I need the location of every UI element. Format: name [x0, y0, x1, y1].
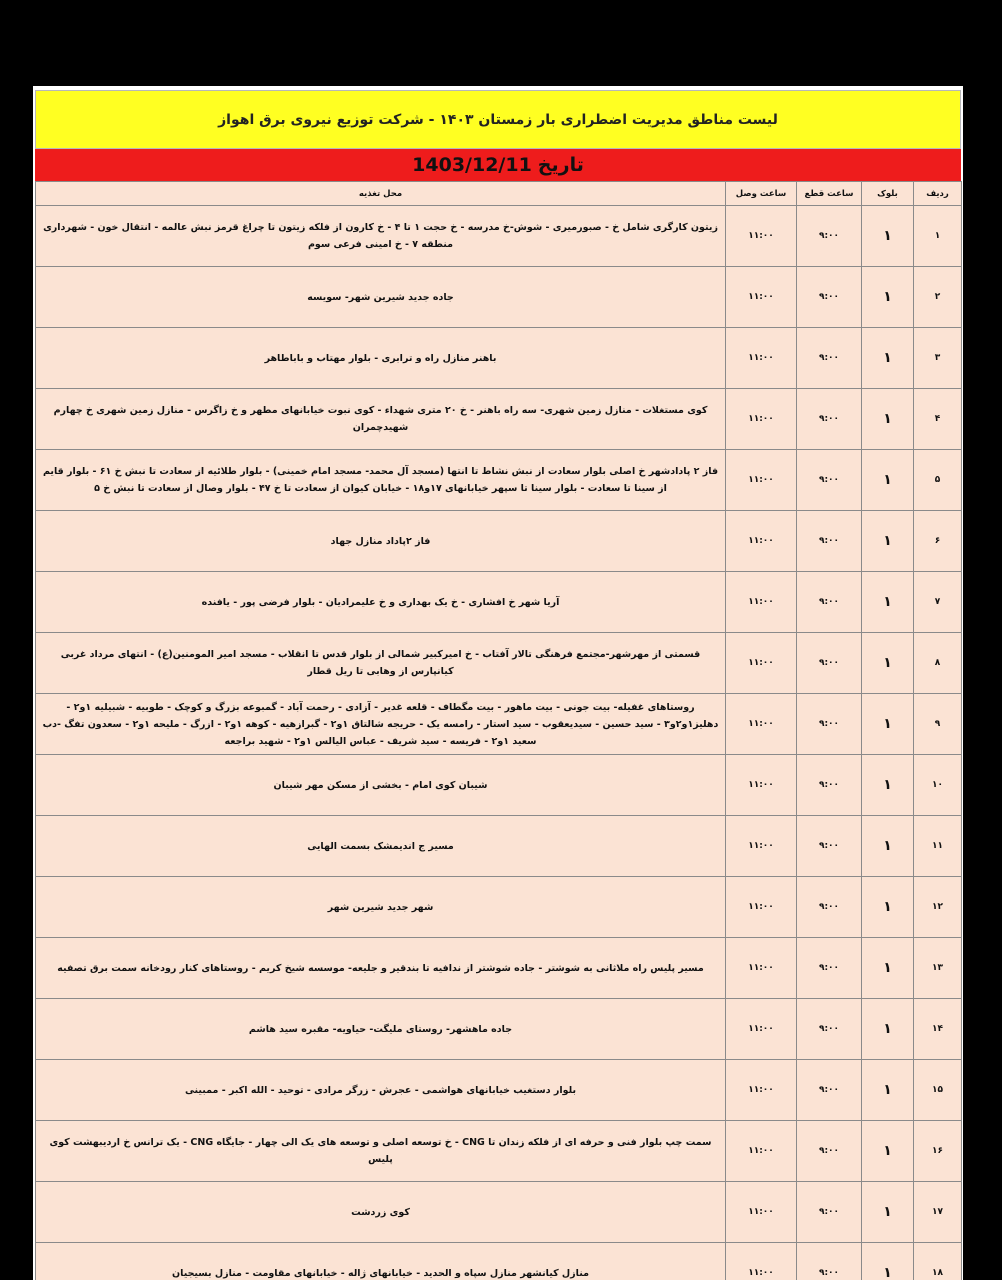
table-row: [36, 1243, 962, 1280]
cell-location: کوی مستغلات - منازل زمین شهری- سه راه باهنر - خ ۲۰ متری شهداء - کوی نبوت خیابانهای مطهر و خ زاگرس - منازل زمین شهری خ چهارم شهیدچمران: [36, 389, 726, 450]
cell-row-number: ۱۴: [914, 999, 962, 1060]
header-connect-time: ساعت وصل: [726, 182, 797, 206]
cell-block: ۱: [862, 999, 914, 1060]
cell-location: باهنر منازل راه و ترابری - بلوار مهتاب و باباطاهر: [36, 328, 726, 389]
cell-block: ۱: [862, 450, 914, 511]
date-label: تاریخ: [537, 154, 584, 176]
table-row: [36, 877, 962, 938]
table-header-row: [36, 182, 962, 206]
cell-connect-time: ۱۱:۰۰: [726, 1243, 797, 1280]
table-row: [36, 1121, 962, 1182]
cell-location: جاده ماهشهر- روستای ملیگت- حیاویه- مقبره سید هاشم: [36, 999, 726, 1060]
cell-connect-time: ۱۱:۰۰: [726, 267, 797, 328]
cell-location: مسیر ج اندیمشک بسمت الهایی: [36, 816, 726, 877]
cell-block: ۱: [862, 572, 914, 633]
date-value: 1403/12/11: [412, 154, 532, 176]
cell-connect-time: ۱۱:۰۰: [726, 1121, 797, 1182]
cell-connect-time: ۱۱:۰۰: [726, 633, 797, 694]
table-row: [36, 694, 962, 755]
cell-location: روستاهای غفیله- بیت جونی - بیت ماهور - بیت مگطاف - قلعه غدیر - آزادی - رحمت آباد - گمبوعه بزرگ و کوچک - طوبیه - شبیلیه ۱و۲ - دهلیز۱و۲و۳ - سید حسین - سیدیعقوب - سید استار - رامسه یک - حریجه شالتاق ۱و۲ - گبرازهیه - کوهه ۱و۲ - ازرگ - ملیحه ۱و۲ - سعدون تفگ -دب سعید ۱و۲ - فریسه - سید شریف - عباس الیالس ۱و۲ - شهید براجعه: [36, 694, 726, 755]
cell-block: ۱: [862, 938, 914, 999]
cell-location: مسیر پلیس راه ملاثانی به شوشتر - جاده شوشتر از ندافیه تا بندقیر و جلیعه- موسسه شیخ کریم - روستاهای کنار رودخانه سمت برق تصفیه: [36, 938, 726, 999]
header-location: محل تغذیه: [36, 182, 726, 206]
cell-cut-time: ۹:۰۰: [797, 877, 862, 938]
cell-connect-time: ۱۱:۰۰: [726, 1182, 797, 1243]
cell-block: ۱: [862, 1060, 914, 1121]
cell-location: سمت چپ بلوار فنی و حرفه ای از فلکه زندان تا CNG - خ توسعه اصلی و توسعه های یک الی چهار - جایگاه CNG - یک ترانس خ اردیبهشت کوی پلیس: [36, 1121, 726, 1182]
cell-block: ۱: [862, 328, 914, 389]
cell-cut-time: ۹:۰۰: [797, 999, 862, 1060]
cell-connect-time: ۱۱:۰۰: [726, 206, 797, 267]
header-block: بلوک: [862, 182, 914, 206]
table-row: [36, 267, 962, 328]
cell-row-number: ۱۸: [914, 1243, 962, 1280]
table-row: [36, 450, 962, 511]
cell-row-number: ۱۳: [914, 938, 962, 999]
cell-cut-time: ۹:۰۰: [797, 572, 862, 633]
cell-location: قسمتی از مهرشهر-مجتمع فرهنگی تالار آفتاب - خ امیرکبیر شمالی از بلوار قدس تا انقلاب - مسجد امیر المومنین(ع) - انتهای مرداد غربی کیانپارس از وهابی تا ریل قطار: [36, 633, 726, 694]
cell-row-number: ۱: [914, 206, 962, 267]
cell-connect-time: ۱۱:۰۰: [726, 389, 797, 450]
cell-location: شهر جدید شیرین شهر: [36, 877, 726, 938]
cell-cut-time: ۹:۰۰: [797, 389, 862, 450]
table-row: [36, 816, 962, 877]
table-row: [36, 999, 962, 1060]
cell-cut-time: ۹:۰۰: [797, 206, 862, 267]
cell-connect-time: ۱۱:۰۰: [726, 511, 797, 572]
cell-row-number: ۲: [914, 267, 962, 328]
table-row: [36, 389, 962, 450]
cell-connect-time: ۱۱:۰۰: [726, 999, 797, 1060]
cell-connect-time: ۱۱:۰۰: [726, 877, 797, 938]
cell-cut-time: ۹:۰۰: [797, 755, 862, 816]
cell-cut-time: ۹:۰۰: [797, 1121, 862, 1182]
table-row: [36, 938, 962, 999]
cell-location: فاز ۲ پادادشهر خ اصلی بلوار سعادت از نبش نشاط تا انتها (مسجد آل محمد- مسجد امام خمینی) - بلوار طلائیه از سعادت تا نبش خ ۶۱ - بلوار قایم از سینا تا سعادت - بلوار سینا تا سپهر خیابانهای ۱۷و۱۸ - خیابان کیوان از سعادت تا خ ۴۷ - بلوار وصال از سعادت تا نبش خ ۵: [36, 450, 726, 511]
cell-block: ۱: [862, 267, 914, 328]
table-row: [36, 633, 962, 694]
cell-cut-time: ۹:۰۰: [797, 1060, 862, 1121]
cell-cut-time: ۹:۰۰: [797, 694, 862, 755]
cell-block: ۱: [862, 389, 914, 450]
cell-cut-time: ۹:۰۰: [797, 511, 862, 572]
header-cut-time: ساعت قطع: [797, 182, 862, 206]
cell-row-number: ۷: [914, 572, 962, 633]
cell-location: بلوار دستغیب خیابانهای هواشمی - عجرش - زرگر مرادی - توحید - الله اکبر - ممبینی: [36, 1060, 726, 1121]
cell-cut-time: ۹:۰۰: [797, 450, 862, 511]
cell-cut-time: ۹:۰۰: [797, 1243, 862, 1280]
outage-table: [35, 181, 962, 1280]
table-body: [36, 206, 962, 1280]
cell-connect-time: ۱۱:۰۰: [726, 328, 797, 389]
cell-location: منازل کیانشهر منازل سپاه و الحدید - خیابانهای ژاله - خیابانهای مقاومت - منازل بسیجیان: [36, 1243, 726, 1280]
cell-block: ۱: [862, 1182, 914, 1243]
document-page: [33, 86, 963, 1280]
cell-cut-time: ۹:۰۰: [797, 816, 862, 877]
table-row: [36, 755, 962, 816]
cell-connect-time: ۱۱:۰۰: [726, 755, 797, 816]
cell-row-number: ۵: [914, 450, 962, 511]
cell-block: ۱: [862, 877, 914, 938]
cell-connect-time: ۱۱:۰۰: [726, 694, 797, 755]
cell-cut-time: ۹:۰۰: [797, 267, 862, 328]
cell-location: فاز ۲پاداد منازل جهاد: [36, 511, 726, 572]
cell-block: ۱: [862, 816, 914, 877]
cell-block: ۱: [862, 1243, 914, 1280]
cell-connect-time: ۱۱:۰۰: [726, 938, 797, 999]
table-row: [36, 1182, 962, 1243]
cell-row-number: ۱۲: [914, 877, 962, 938]
cell-location: جاده جدید شیرین شهر- سویسه: [36, 267, 726, 328]
cell-connect-time: ۱۱:۰۰: [726, 572, 797, 633]
date-banner: [35, 149, 961, 181]
cell-location: شیبان کوی امام - بخشی از مسکن مهر شیبان: [36, 755, 726, 816]
cell-block: ۱: [862, 206, 914, 267]
cell-cut-time: ۹:۰۰: [797, 328, 862, 389]
cell-block: ۱: [862, 511, 914, 572]
cell-cut-time: ۹:۰۰: [797, 938, 862, 999]
table-row: [36, 511, 962, 572]
cell-connect-time: ۱۱:۰۰: [726, 816, 797, 877]
cell-row-number: ۱۰: [914, 755, 962, 816]
cell-row-number: ۹: [914, 694, 962, 755]
cell-location: آریا شهر خ افشاری - خ یک بهداری و خ علیمرادیان - بلوار فرضی پور - یافنده: [36, 572, 726, 633]
cell-block: ۱: [862, 1121, 914, 1182]
table-row: [36, 1060, 962, 1121]
cell-cut-time: ۹:۰۰: [797, 633, 862, 694]
cell-cut-time: ۹:۰۰: [797, 1182, 862, 1243]
page-title: لیست مناطق مدیریت اضطراری بار زمستان ۱۴۰۳ - شرکت توزیع نیروی برق اهواز: [35, 90, 961, 149]
cell-row-number: ۱۶: [914, 1121, 962, 1182]
cell-block: ۱: [862, 633, 914, 694]
table-row: [36, 572, 962, 633]
cell-row-number: ۸: [914, 633, 962, 694]
cell-block: ۱: [862, 694, 914, 755]
cell-connect-time: ۱۱:۰۰: [726, 1060, 797, 1121]
cell-row-number: ۴: [914, 389, 962, 450]
cell-row-number: ۱۷: [914, 1182, 962, 1243]
cell-row-number: ۶: [914, 511, 962, 572]
cell-connect-time: ۱۱:۰۰: [726, 450, 797, 511]
cell-location: زیتون کارگری شامل خ - صبورمیری - شوش-خ مدرسه - خ حجت ۱ تا ۴ - خ کارون از فلکه زیتون تا چراغ قرمز نبش عالمه - انتقال خون - شهرداری منطقه ۷ - خ امینی فرعی سوم: [36, 206, 726, 267]
header-row-number: ردیف: [914, 182, 962, 206]
cell-row-number: ۱۵: [914, 1060, 962, 1121]
cell-location: کوی زردشت: [36, 1182, 726, 1243]
document-content: [35, 90, 961, 1280]
cell-row-number: ۱۱: [914, 816, 962, 877]
cell-block: ۱: [862, 755, 914, 816]
table-row: [36, 206, 962, 267]
table-row: [36, 328, 962, 389]
cell-row-number: ۳: [914, 328, 962, 389]
